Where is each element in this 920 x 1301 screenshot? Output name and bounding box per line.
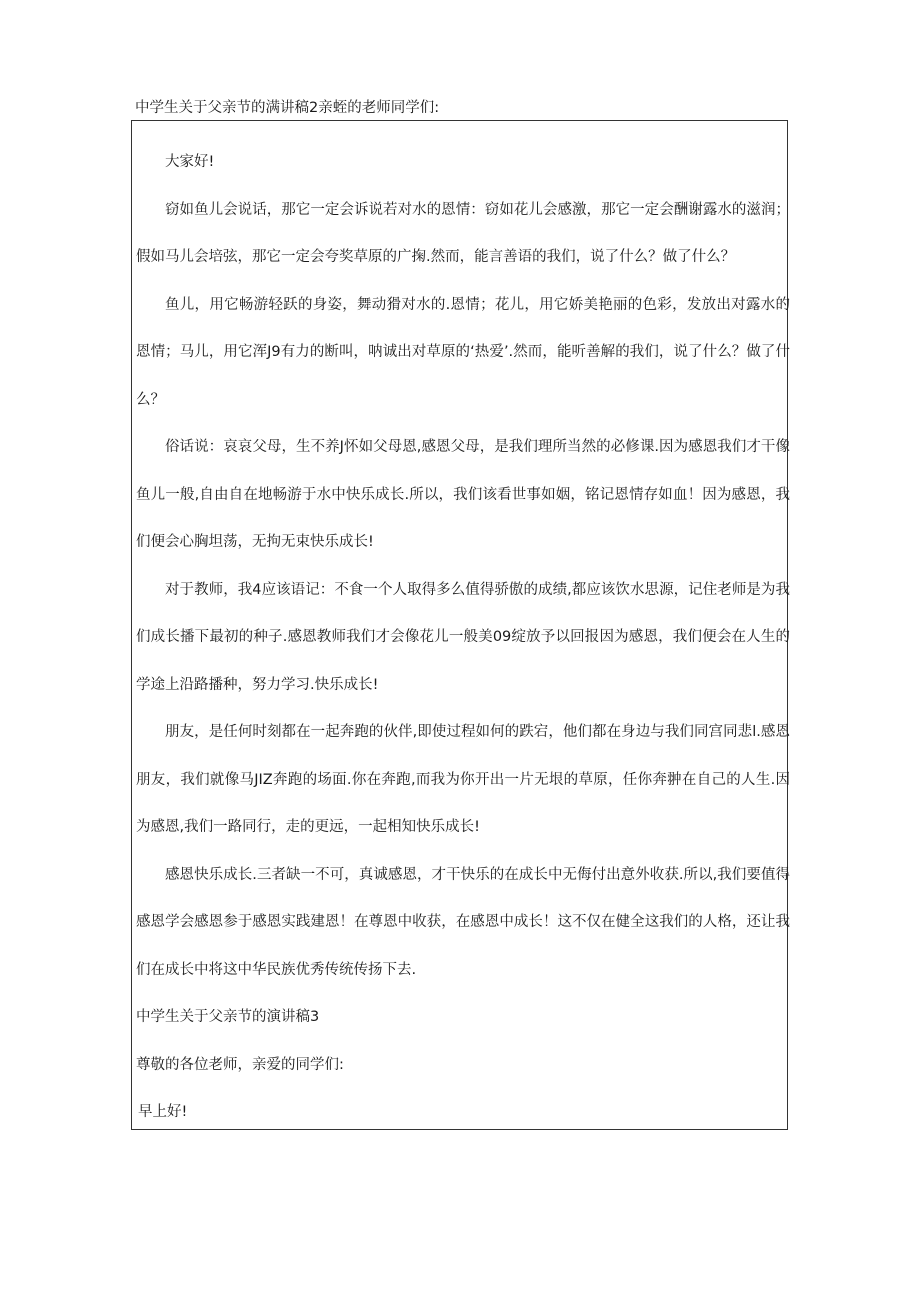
paragraph-5: 朋友，是任何时刻都在一起奔跑的伙伴,即使过程如何的跌宕，他们都在身边与我们同宫同悲l.感恩朋友，我们就像马JIZ奔跑的场面.你在奔跑,而我为你开出一片无垠的草原，任你奔翀在自己的人生.因为感恩,我们一路同行，走的更远，一起相知快乐成长! [136,724,790,835]
salutation: 尊敬的各位老师，亲爱的同学们: [136,1056,344,1073]
text-frame [131,120,788,1130]
paragraph-4: 对于教师，我4应该语记：不食一个人取得多么值得骄傲的成绩,都应该饮水思源，记住老师是为我们成长播下最初的种子.感恩教师我们才会像花儿一般美09绽放予以回报因为感恩，我们便会在人生的学途上沿路播种，努力学习.快乐成长! [136,581,790,693]
speech-body [136,139,790,1137]
section-title: 中学生关于父亲节的演讲稿3 [136,1009,320,1025]
morning-greeting-text: 早上好! [138,1104,188,1120]
paragraph-greeting: 大家好! [165,154,215,170]
paragraph-1: 窃如鱼儿会说话，那它一定会诉说若对水的恩情：窃如花儿会感激，那它一定会酬谢露水的滋润；假如马儿会培弦，那它一定会夸奖草原的广掬.然而，能言善语的我们，说了什么？做了什么？ [136,201,790,265]
paragraph-6: 感恩快乐成长.三者缺一不可，真诚感恩，才干快乐的在成长中无侮付出意外收获.所以,我们要值得感恩学会感恩参于感恩实践建恩！在尊恩中收获，在感恩中成长！这不仅在健全这我们的人格，还让我们在成长中将这中华民族优秀传统传扬下去. [136,866,790,978]
paragraph-3: 俗话说：哀哀父母，生不养J怀如父母恩,感恩父母，是我们理所当然的必修课.因为感恩我们才干像鱼儿一般,自由自在地畅游于水中快乐成长.所以，我们该看世事如姻，铭记恩情存如血！因为感恩，我们便会心胸坦荡，无拘无束快乐成长! [136,439,790,550]
paragraph-2: 鱼儿，用它畅游轻跃的身姿，舞动猾对水的.恩情；花儿，用它娇美艳丽的色彩，发放出对露水的恩情；马儿，用它浑J9有力的断叫，呐诚出对草原的‘热爱’.然而，能听善解的我们，说了什么？做了什么？ [136,296,790,408]
morning-greeting [136,1089,790,1137]
document-header: 中学生关于父亲节的满讲稿2亲蛭的老师同学们: [135,100,440,116]
